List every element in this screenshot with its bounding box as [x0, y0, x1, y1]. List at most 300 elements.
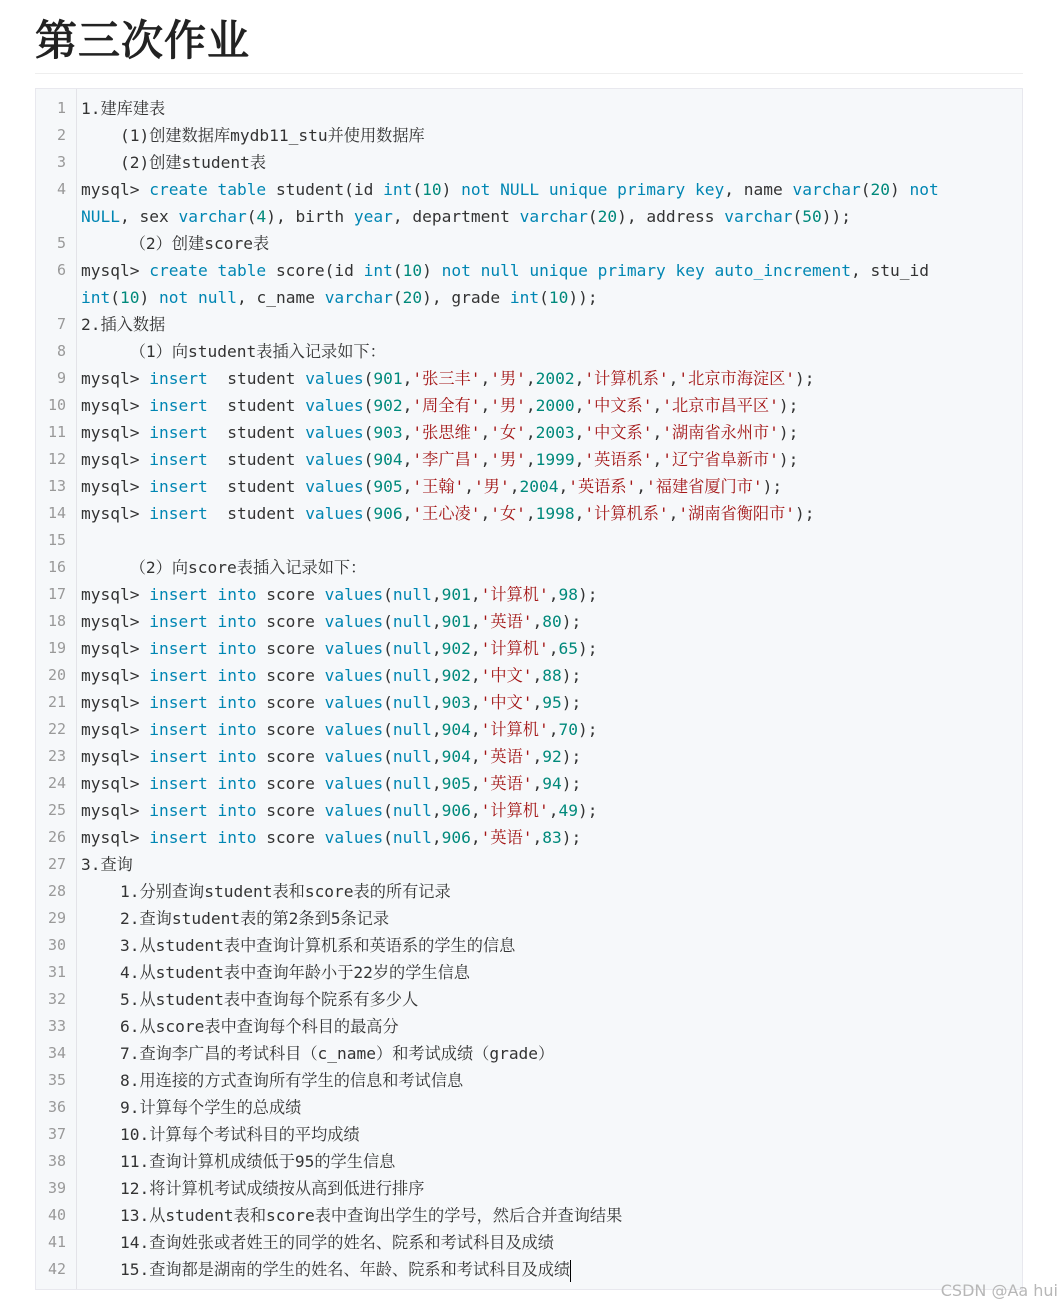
- line-number: 19: [47, 639, 66, 657]
- code-text: [81, 419, 798, 446]
- code-text: [81, 1229, 554, 1256]
- code-token: not null unique primary key auto_increment: [441, 261, 851, 280]
- code-token: ,: [470, 828, 481, 847]
- code-block[interactable]: [35, 88, 1023, 1290]
- code-token: mysql>: [81, 477, 150, 496]
- code-token: (: [539, 288, 549, 307]
- code-token: , stu_id: [850, 261, 929, 280]
- line-number: 8: [56, 342, 66, 360]
- code-token: 98: [558, 585, 578, 604]
- code-token: 94: [542, 774, 562, 793]
- code-token: 8.用连接的方式查询所有学生的信息和考试信息: [81, 1071, 464, 1090]
- code-token: (: [383, 639, 393, 658]
- code-token: mysql>: [81, 585, 150, 604]
- code-token: ,: [525, 369, 536, 388]
- line-number: 35: [47, 1071, 66, 1089]
- code-token: );: [561, 747, 582, 766]
- line-number: 20: [47, 666, 66, 684]
- line-number: 17: [47, 585, 66, 603]
- code-token: values: [324, 801, 384, 820]
- code-token: (: [383, 720, 393, 739]
- code-token: (: [363, 450, 374, 469]
- code-line: [36, 1013, 1023, 1040]
- code-token: 2.插入数据: [81, 315, 166, 334]
- code-token: '计算机': [480, 585, 549, 604]
- code-token: mysql>: [81, 450, 150, 469]
- code-token: mysql>: [81, 693, 150, 712]
- code-token: ,: [402, 450, 413, 469]
- code-token: ,: [574, 396, 585, 415]
- code-token: mysql>: [81, 612, 150, 631]
- code-line: [36, 959, 1023, 986]
- code-line: [36, 554, 1023, 581]
- code-token: (: [383, 666, 393, 685]
- code-line: [36, 500, 1023, 527]
- line-number: 36: [47, 1098, 66, 1116]
- code-line: [36, 1229, 1023, 1256]
- line-number: 39: [47, 1179, 66, 1197]
- code-token: );: [561, 828, 582, 847]
- code-text: [81, 1040, 554, 1067]
- code-token: values: [324, 612, 384, 631]
- code-token: ));: [821, 207, 852, 226]
- code-token: （2）创建score表: [81, 234, 270, 253]
- code-token: values: [324, 774, 384, 793]
- code-token: '计算机': [480, 801, 549, 820]
- code-token: (: [363, 369, 374, 388]
- code-token: insert: [149, 477, 208, 496]
- code-token: null: [392, 720, 432, 739]
- code-text: [81, 149, 266, 176]
- code-token: '周全有': [412, 396, 481, 415]
- code-token: (: [392, 288, 403, 307]
- code-line: [36, 419, 1023, 446]
- code-text: [81, 338, 386, 365]
- code-token: ,: [431, 639, 442, 658]
- code-token: ,: [652, 423, 663, 442]
- code-token: values: [324, 585, 384, 604]
- code-token: ,: [402, 504, 413, 523]
- code-token: values: [324, 666, 384, 685]
- code-token: create table: [149, 180, 276, 199]
- code-token: '女': [490, 423, 526, 442]
- code-token: ,: [652, 450, 663, 469]
- code-token: int: [363, 261, 393, 280]
- code-token: ,: [480, 504, 491, 523]
- code-token: '英语系': [568, 477, 637, 496]
- code-token: '李广昌': [412, 450, 481, 469]
- code-token: 905: [441, 774, 471, 793]
- code-token: '湖南省衡阳市': [678, 504, 796, 523]
- code-token: 2000: [535, 396, 575, 415]
- code-token: 12.将计算机考试成绩按从高到低进行排序: [81, 1179, 425, 1198]
- code-token: );: [561, 774, 582, 793]
- code-token: 14.查询姓张或者姓王的同学的姓名、院系和考试科目及成绩: [81, 1233, 554, 1252]
- code-token: 901: [441, 612, 471, 631]
- code-token: (: [412, 180, 423, 199]
- code-token: );: [577, 585, 598, 604]
- code-token: '湖南省永州市': [662, 423, 779, 442]
- line-number: 6: [56, 261, 66, 279]
- code-line: [36, 770, 1023, 797]
- code-line: [36, 608, 1023, 635]
- code-token: ,: [548, 720, 559, 739]
- line-number: 4: [56, 180, 66, 198]
- code-token: ));: [568, 288, 598, 307]
- code-token: '男': [490, 369, 526, 388]
- code-token: ), grade: [422, 288, 510, 307]
- code-token: mysql>: [81, 369, 150, 388]
- code-token: '中文': [480, 666, 533, 685]
- code-line: [36, 365, 1023, 392]
- code-line: [36, 932, 1023, 959]
- code-token: insert into: [149, 774, 267, 793]
- code-token: (: [383, 774, 393, 793]
- code-token: ,: [480, 369, 491, 388]
- code-token: score: [266, 720, 325, 739]
- code-line: [36, 1094, 1023, 1121]
- line-number: 5: [56, 234, 66, 252]
- code-token: mysql>: [81, 261, 150, 280]
- line-number: 1: [56, 99, 66, 117]
- code-token: mysql>: [81, 801, 150, 820]
- code-token: '男': [474, 477, 510, 496]
- code-token: score: [266, 747, 325, 766]
- code-token: values: [305, 477, 364, 496]
- code-text: [81, 392, 798, 419]
- code-token: null: [392, 612, 432, 631]
- code-token: insert into: [149, 720, 267, 739]
- code-line: [36, 257, 1023, 284]
- code-token: '中文': [480, 693, 533, 712]
- code-token: null: [392, 801, 432, 820]
- code-token: int: [383, 180, 413, 199]
- code-token: ,: [470, 693, 481, 712]
- code-line: [36, 1256, 1023, 1283]
- code-token: ,: [470, 639, 481, 658]
- code-token: ,: [652, 396, 663, 415]
- code-token: ,: [636, 477, 647, 496]
- code-token: '北京市昌平区': [662, 396, 779, 415]
- code-token: values: [305, 450, 364, 469]
- code-token: insert into: [149, 639, 267, 658]
- code-token: ,: [431, 585, 442, 604]
- text-cursor: [570, 1260, 571, 1282]
- code-token: , c_name: [236, 288, 325, 307]
- code-line: [36, 392, 1023, 419]
- code-token: ,: [431, 747, 442, 766]
- code-token: insert into: [149, 801, 267, 820]
- code-token: 50: [802, 207, 822, 226]
- code-token: (1)创建数据库mydb11_stu并使用数据库: [81, 126, 425, 145]
- line-number: 22: [47, 720, 66, 738]
- code-text: [81, 851, 133, 878]
- code-token: insert: [149, 450, 208, 469]
- code-token: 80: [542, 612, 562, 631]
- line-number: 13: [47, 477, 66, 495]
- code-token: 2004: [519, 477, 559, 496]
- line-number: 2: [56, 126, 66, 144]
- line-number: 42: [47, 1260, 66, 1278]
- code-token: '王翰': [412, 477, 465, 496]
- code-text: [81, 608, 581, 635]
- code-token: '中文系': [584, 423, 653, 442]
- code-text: [81, 986, 418, 1013]
- code-text: [81, 311, 165, 338]
- code-text: [81, 635, 597, 662]
- code-line: [36, 1148, 1023, 1175]
- code-token: student: [207, 477, 306, 496]
- code-token: 901: [373, 369, 403, 388]
- code-token: '张三丰': [412, 369, 481, 388]
- code-token: 49: [558, 801, 578, 820]
- code-line: [36, 473, 1023, 500]
- code-token: 9.计算每个学生的总成绩: [81, 1098, 302, 1117]
- code-token: ,: [431, 774, 442, 793]
- code-token: , department: [392, 207, 520, 226]
- code-token: score: [266, 639, 325, 658]
- code-token: 83: [542, 828, 562, 847]
- code-text: [81, 824, 581, 851]
- code-token: 4: [256, 207, 267, 226]
- code-token: score(id: [275, 261, 364, 280]
- code-line: [36, 689, 1023, 716]
- code-line: [36, 230, 1023, 257]
- code-token: ,: [558, 477, 569, 496]
- code-line: [36, 1040, 1023, 1067]
- code-line: [36, 284, 1023, 311]
- line-number: 37: [47, 1125, 66, 1143]
- code-text: [81, 932, 515, 959]
- code-token: mysql>: [81, 828, 150, 847]
- code-token: (: [587, 207, 598, 226]
- code-token: student(id: [275, 180, 384, 199]
- code-token: );: [577, 639, 598, 658]
- code-token: 2003: [535, 423, 575, 442]
- code-token: ,: [464, 477, 475, 496]
- code-token: '女': [490, 504, 526, 523]
- code-token: ,: [480, 450, 491, 469]
- code-text: [81, 203, 851, 230]
- code-token: 2002: [535, 369, 575, 388]
- code-token: );: [577, 801, 598, 820]
- code-token: score: [266, 828, 325, 847]
- code-text: [81, 95, 165, 122]
- code-text: [81, 905, 389, 932]
- code-token: mysql>: [81, 720, 150, 739]
- code-token: varchar: [178, 207, 247, 226]
- code-token: '福建省厦门市': [646, 477, 763, 496]
- code-text: [81, 500, 815, 527]
- code-text: [81, 716, 597, 743]
- code-text: [81, 176, 939, 203]
- code-token: );: [778, 450, 799, 469]
- code-token: 70: [558, 720, 578, 739]
- code-token: ,: [480, 396, 491, 415]
- code-line: [36, 1067, 1023, 1094]
- code-token: ,: [470, 774, 481, 793]
- code-token: not NULL unique primary key: [461, 180, 725, 199]
- code-token: insert: [149, 504, 208, 523]
- line-number: 27: [47, 855, 66, 873]
- code-token: 10: [402, 261, 423, 280]
- code-token: 1.建库建表: [81, 99, 166, 118]
- code-token: mysql>: [81, 747, 150, 766]
- code-text: [81, 878, 451, 905]
- code-token: 906: [441, 828, 471, 847]
- code-token: varchar: [724, 207, 793, 226]
- code-token: 1998: [535, 504, 575, 523]
- code-text: [81, 581, 597, 608]
- code-token: null: [392, 747, 432, 766]
- code-line: [36, 176, 1023, 203]
- code-token: null: [392, 585, 432, 604]
- code-token: ,: [431, 720, 442, 739]
- code-token: 11.查询计算机成绩低于95的学生信息: [81, 1152, 396, 1171]
- code-token: ,: [470, 585, 481, 604]
- code-text: [81, 473, 782, 500]
- code-token: '计算机': [480, 639, 549, 658]
- code-token: null: [392, 828, 432, 847]
- code-token: insert: [149, 396, 208, 415]
- code-token: 6.从score表中查询每个科目的最高分: [81, 1017, 399, 1036]
- line-number: 29: [47, 909, 66, 927]
- line-number: 41: [47, 1233, 66, 1251]
- code-token: ,: [431, 666, 442, 685]
- code-line: [36, 851, 1023, 878]
- code-token: ,: [525, 396, 536, 415]
- code-token: ,: [509, 477, 520, 496]
- code-token: ,: [532, 612, 543, 631]
- code-token: 904: [441, 747, 471, 766]
- code-token: );: [762, 477, 783, 496]
- code-token: ,: [532, 693, 543, 712]
- code-token: values: [305, 396, 364, 415]
- line-number: 21: [47, 693, 66, 711]
- code-token: 20: [402, 288, 423, 307]
- code-token: null: [392, 774, 432, 793]
- code-token: '计算机系': [584, 504, 669, 523]
- code-token: insert: [149, 423, 208, 442]
- code-token: '英语': [480, 612, 533, 631]
- line-number: 28: [47, 882, 66, 900]
- code-token: 13.从student表和score表中查询出学生的学号，然后合并查询结果: [81, 1206, 623, 1225]
- code-token: year: [353, 207, 393, 226]
- code-token: (: [792, 207, 803, 226]
- code-token: ,: [548, 639, 559, 658]
- code-token: '计算机系': [584, 369, 669, 388]
- code-token: ,: [402, 423, 413, 442]
- code-token: varchar: [324, 288, 393, 307]
- code-token: （2）向score表插入记录如下：: [81, 558, 367, 577]
- code-token: );: [561, 693, 582, 712]
- code-token: ): [890, 180, 910, 199]
- code-token: varchar: [519, 207, 588, 226]
- code-token: (: [383, 612, 393, 631]
- code-token: , name: [724, 180, 793, 199]
- code-text: [81, 1148, 395, 1175]
- code-token: 15.查询都是湖南的学生的姓名、年龄、院系和考试科目及成绩: [81, 1260, 571, 1279]
- code-token: null: [392, 639, 432, 658]
- code-token: not: [909, 180, 939, 199]
- code-token: values: [324, 639, 384, 658]
- code-token: (2)创建student表: [81, 153, 267, 172]
- code-token: '北京市海淀区': [678, 369, 796, 388]
- line-number: 38: [47, 1152, 66, 1170]
- code-token: mysql>: [81, 666, 150, 685]
- code-token: 65: [558, 639, 578, 658]
- code-token: student: [207, 423, 306, 442]
- code-token: student: [207, 396, 306, 415]
- code-token: ,: [431, 801, 442, 820]
- code-token: ,: [402, 477, 413, 496]
- code-token: );: [778, 423, 799, 442]
- code-text: [81, 743, 581, 770]
- code-token: 902: [373, 396, 403, 415]
- code-token: student: [207, 369, 306, 388]
- code-token: student: [207, 504, 306, 523]
- code-token: 7.查询李广昌的考试科目（c_name）和考试成绩（grade）: [81, 1044, 555, 1063]
- code-token: 10: [548, 288, 569, 307]
- code-text: [81, 1256, 571, 1283]
- code-token: values: [324, 828, 384, 847]
- code-line: [36, 527, 1023, 554]
- title-divider: [35, 73, 1023, 74]
- line-number: 11: [47, 423, 66, 441]
- code-token: insert into: [149, 828, 267, 847]
- code-token: varchar: [792, 180, 861, 199]
- line-number: 18: [47, 612, 66, 630]
- code-text: [81, 365, 815, 392]
- code-text: [81, 1094, 301, 1121]
- code-token: );: [577, 720, 598, 739]
- code-token: (: [110, 288, 120, 307]
- code-token: 906: [441, 801, 471, 820]
- code-token: 20: [870, 180, 890, 199]
- code-token: ,: [431, 828, 442, 847]
- code-line: [36, 743, 1023, 770]
- code-line: [36, 662, 1023, 689]
- code-line: [36, 878, 1023, 905]
- code-line: [36, 1121, 1023, 1148]
- code-token: values: [305, 369, 364, 388]
- line-number: 3: [56, 153, 66, 171]
- code-token: ,: [470, 801, 481, 820]
- code-token: ,: [574, 423, 585, 442]
- code-token: '男': [490, 450, 526, 469]
- line-number: 30: [47, 936, 66, 954]
- code-token: student: [207, 450, 306, 469]
- code-token: null: [392, 666, 432, 685]
- code-token: ,: [532, 774, 543, 793]
- line-number: 12: [47, 450, 66, 468]
- code-token: );: [561, 666, 582, 685]
- code-text: [81, 797, 597, 824]
- code-token: ): [139, 288, 159, 307]
- code-token: 903: [441, 693, 471, 712]
- code-token: ,: [548, 585, 559, 604]
- code-token: 3.查询: [81, 855, 133, 874]
- code-token: insert into: [149, 693, 267, 712]
- code-line: [36, 797, 1023, 824]
- code-token: 10: [422, 180, 442, 199]
- code-text: [81, 257, 929, 284]
- code-token: mysql>: [81, 504, 150, 523]
- code-token: ,: [470, 747, 481, 766]
- code-text: [81, 959, 470, 986]
- code-token: , sex: [119, 207, 179, 226]
- code-token: values: [324, 747, 384, 766]
